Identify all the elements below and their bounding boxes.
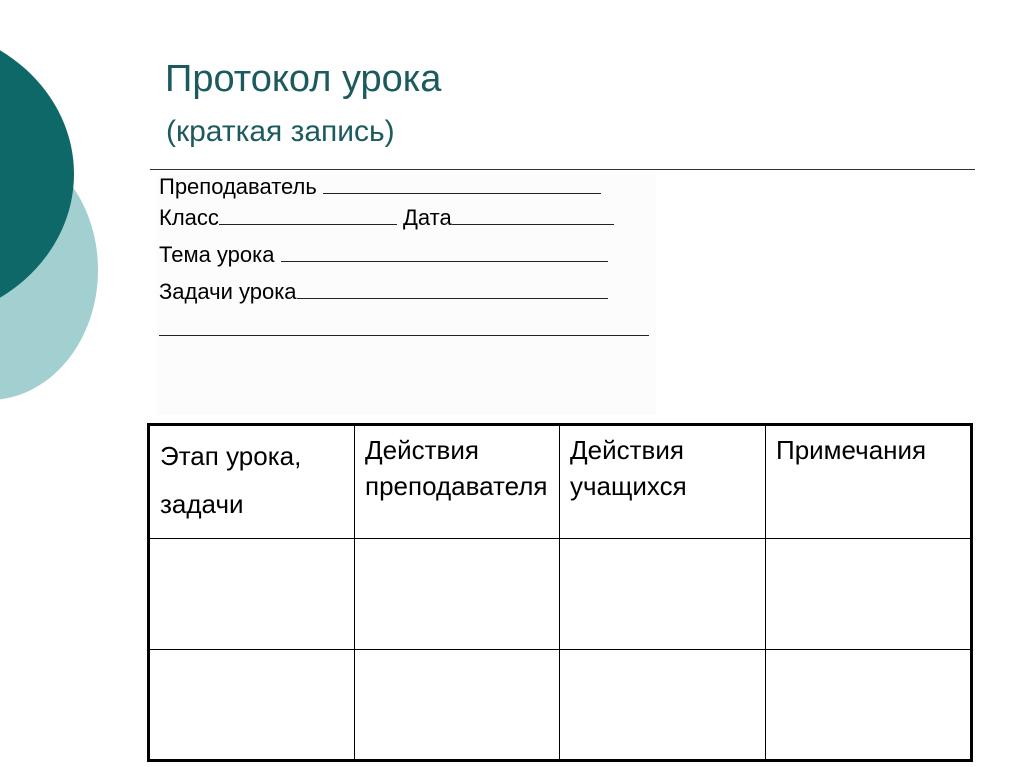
tasks-field (159, 280, 608, 303)
tasks-label: Задачи урока (159, 279, 297, 304)
topic-blank[interactable] (281, 243, 608, 262)
teacher-field (159, 175, 601, 198)
lesson-table (147, 423, 973, 762)
protocol-form (156, 175, 656, 415)
table-cell[interactable] (766, 539, 972, 650)
slide-subtitle: (краткая запись) (166, 115, 395, 148)
table-row (149, 650, 972, 761)
header-cell-stage: Этап урока, задачи (149, 425, 355, 539)
header-cell-teacher-actions: Действия преподавателя (355, 425, 560, 539)
class-blank[interactable] (219, 206, 397, 225)
tasks-blank-2[interactable] (159, 317, 649, 336)
table-cell[interactable] (766, 650, 972, 761)
table-cell[interactable] (149, 539, 355, 650)
tasks-continuation (159, 317, 649, 340)
table-cell[interactable] (560, 539, 766, 650)
date-blank[interactable] (452, 206, 614, 225)
title-divider (150, 169, 975, 170)
tasks-blank[interactable] (297, 280, 608, 299)
header-cell-notes: Примечания (766, 425, 972, 539)
teacher-blank[interactable] (323, 175, 601, 194)
table-cell[interactable] (560, 650, 766, 761)
table-cell[interactable] (355, 539, 560, 650)
date-label: Дата (403, 205, 452, 230)
class-date-field (159, 206, 614, 229)
slide-title: Протокол урока (165, 58, 442, 100)
teacher-label: Преподаватель (159, 174, 317, 199)
header-cell-student-actions: Действия учащихся (560, 425, 766, 539)
table-cell[interactable] (355, 650, 560, 761)
table-header-row (149, 425, 972, 539)
topic-field (159, 243, 608, 266)
table-row (149, 539, 972, 650)
table-cell[interactable] (149, 650, 355, 761)
topic-label: Тема урока (159, 242, 275, 267)
class-label: Класс (159, 205, 219, 230)
